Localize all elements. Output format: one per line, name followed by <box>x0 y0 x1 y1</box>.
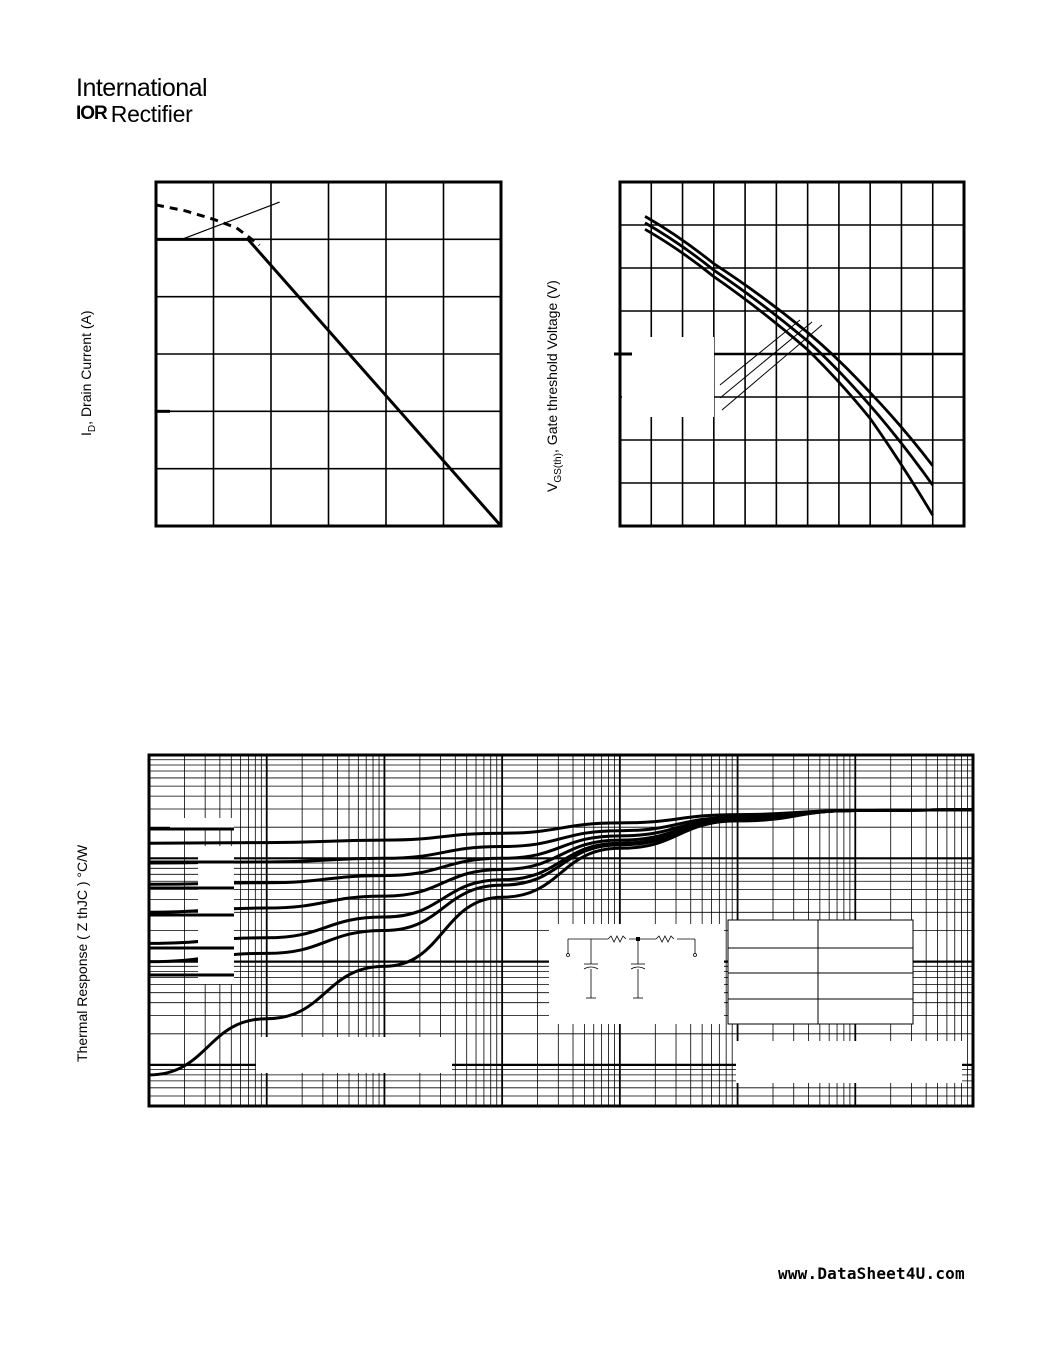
chart3-legend-gap <box>170 818 234 829</box>
chart2-series-line-1 <box>645 223 933 485</box>
chart3-legend-blocks <box>150 818 234 984</box>
brand-name-line2 <box>76 102 207 126</box>
chart1-annotation-pointer <box>182 202 280 239</box>
rc-table-inset <box>728 920 913 1024</box>
chart1-grid <box>156 182 501 526</box>
footer-watermark: www.DataSheet4U.com <box>778 1264 965 1283</box>
chart3-series-line-2 <box>149 810 973 885</box>
rc-network-inset <box>549 924 724 1024</box>
chart3-series-line-4 <box>149 810 973 944</box>
chart2-label-window <box>622 337 714 417</box>
chart3-series-line-1 <box>149 810 973 863</box>
brand-name-line1: International <box>76 74 208 102</box>
chart2-ylabel: $V_{GS(th)}$, Gate threshold Voltage (V) <box>544 280 564 492</box>
chart1-frame <box>156 182 501 526</box>
chart2-series <box>645 216 933 515</box>
brand-rectifier-text: Rectifier <box>110 101 193 127</box>
note-box-left <box>256 1037 452 1073</box>
note-box-right <box>736 1041 962 1083</box>
chart2-grid <box>614 182 964 526</box>
chart1-series-line-1 <box>156 205 260 245</box>
chart3-frame <box>149 755 973 1106</box>
ior-logo-mark: IOR <box>76 103 107 124</box>
chart2-frame <box>620 182 964 526</box>
chart3-series-line-3 <box>149 810 973 913</box>
chart2-leader-line-2 <box>722 325 822 410</box>
chart3-series-line-5 <box>149 810 973 962</box>
chart3-grid <box>149 755 973 1106</box>
chart3-legend-column <box>198 846 234 984</box>
chart1-ylabel: $I_D$, Drain Current (A) <box>78 310 98 436</box>
chart3-ylabel: Thermal Response ( Z thJC ) °C/W <box>74 844 90 1062</box>
brand-logo <box>76 74 207 126</box>
chart3-series-line-6 <box>149 810 973 1075</box>
chart2-leader-line-0 <box>720 320 800 385</box>
chart2-series-line-0 <box>645 216 933 465</box>
chart1-series <box>156 202 501 526</box>
chart2-series-line-2 <box>645 229 933 515</box>
chart3-series-line-0 <box>149 810 973 843</box>
chart2-leader-line-1 <box>720 322 812 398</box>
chart1-series-line-0 <box>156 239 501 526</box>
chart3-series <box>149 810 973 1075</box>
